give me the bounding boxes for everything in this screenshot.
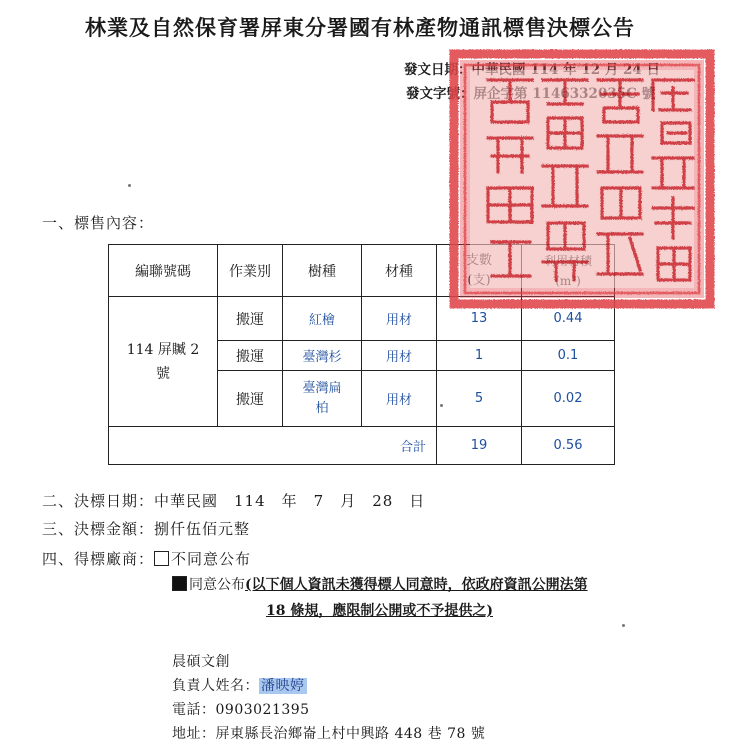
award-date-value: 中華民國 114 年 7 月 28 日 (154, 492, 426, 510)
total-label: 合計 (109, 427, 437, 465)
scan-speck (128, 184, 131, 187)
total-volume: 0.56 (522, 427, 615, 465)
agree-note-line1: (以下個人資訊未獲得標人同意時，依政府資訊公開法第 (245, 577, 588, 593)
row-volume: 0.1 (522, 341, 615, 371)
vendor-company-name: 晨碩文創 (172, 654, 230, 670)
header-quantity-unit: (支) (467, 272, 491, 288)
award-date-line (42, 490, 425, 511)
phone-value: 0903021395 (215, 702, 310, 718)
table-row (109, 297, 615, 341)
header-operation: 作業別 (218, 245, 283, 297)
award-amount-line (42, 518, 250, 539)
row-species (283, 371, 362, 427)
scan-speck (622, 624, 625, 627)
header-code: 編聯號碼 (109, 245, 218, 297)
row-species: 臺灣杉 (283, 341, 362, 371)
header-material: 材種 (362, 245, 437, 297)
row-volume: 0.02 (522, 371, 615, 427)
header-volume-unit: (m³) (555, 273, 581, 288)
vendor-address-line (172, 723, 485, 743)
header-volume (522, 245, 615, 297)
row-material: 用材 (362, 297, 437, 341)
person-label: 負責人姓名： (172, 678, 259, 694)
vendor-person-line (172, 675, 307, 695)
row-species-line2: 柏 (315, 400, 329, 416)
row-species: 紅檜 (283, 297, 362, 341)
document-title: 林業及自然保育署屏東分署國有林產物通訊標售決標公告 (85, 15, 635, 40)
agree-checkbox-checked[interactable] (172, 576, 187, 591)
lot-code-line1: 114 屏贓 2 (126, 341, 200, 358)
issue-date: 發文日期：中華民國 114 年 12 月 24 日 (404, 62, 660, 78)
lot-code-line2: 號 (156, 365, 170, 382)
total-quantity: 19 (437, 427, 522, 465)
award-date-label: 二、決標日期： (42, 492, 155, 510)
phone-label: 電話： (172, 702, 216, 718)
disagree-checkbox[interactable] (154, 551, 169, 566)
header-quantity-label: 支數 (465, 252, 492, 268)
address-value: 屏東縣長治鄉崙上村中興路 448 巷 78 號 (215, 726, 486, 742)
row-operation: 搬運 (218, 297, 283, 341)
sale-items-table (108, 244, 615, 465)
address-label: 地址： (172, 726, 216, 742)
award-amount-value: 捌仟伍佰元整 (154, 520, 251, 538)
row-quantity: 13 (437, 297, 522, 341)
agree-option-label: 同意公布 (189, 577, 245, 593)
winning-vendor-label: 四、得標廠商： (42, 550, 155, 568)
row-material: 用材 (362, 341, 437, 371)
header-quantity (437, 245, 522, 297)
person-name-highlighted: 潘映婷 (261, 678, 305, 694)
section-sale-content-label: 一、標售內容： (42, 214, 155, 232)
winning-vendor-line (42, 548, 251, 569)
row-operation: 搬運 (218, 341, 283, 371)
table-total-row (109, 427, 615, 465)
header-volume-label: 利用材積 (543, 253, 592, 268)
row-material: 用材 (362, 371, 437, 427)
row-volume: 0.44 (522, 297, 615, 341)
agree-note-line2: 18 條規，應限制公開或不予提供之) (266, 603, 493, 619)
issue-number: 發文字號：屏企字第 1146332035C 號 (406, 86, 656, 102)
lot-code-cell (109, 297, 218, 427)
row-species-line1: 臺灣扁 (302, 380, 342, 396)
vendor-phone-line (172, 699, 310, 719)
agree-option-line (172, 574, 588, 594)
row-quantity: 5 (437, 371, 522, 427)
header-species: 樹種 (283, 245, 362, 297)
disagree-option-label: 不同意公布 (171, 550, 252, 568)
award-amount-label: 三、決標金額： (42, 520, 155, 538)
table-header-row (109, 245, 615, 297)
row-quantity: 1 (437, 341, 522, 371)
row-operation: 搬運 (218, 371, 283, 427)
